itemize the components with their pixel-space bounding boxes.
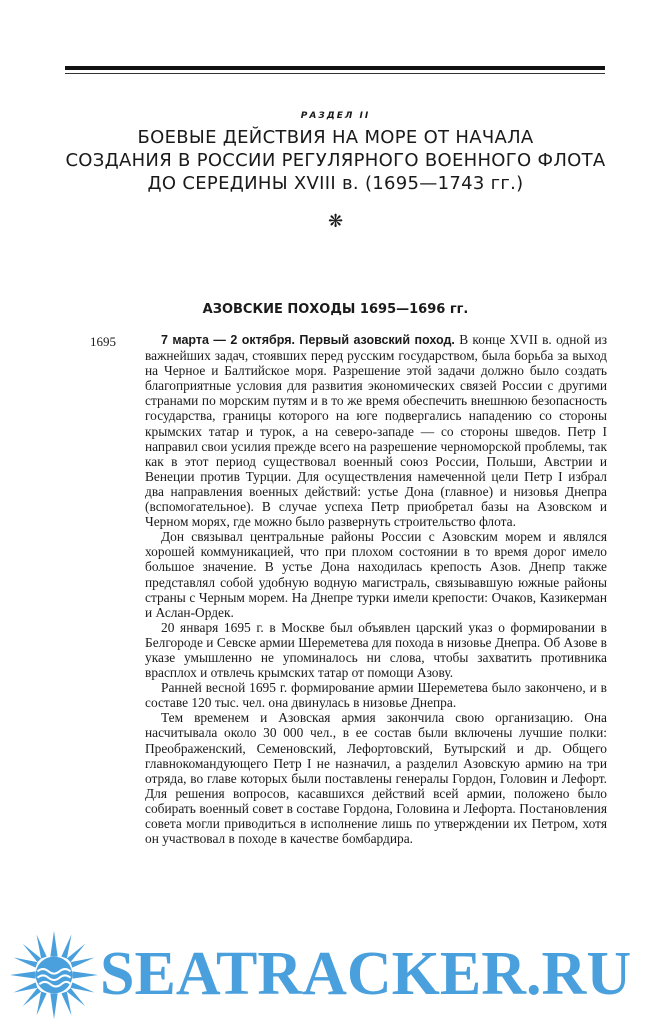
chapter-title: АЗОВСКИЕ ПОХОДЫ 1695—1696 гг. <box>202 302 469 317</box>
section-title <box>40 126 631 195</box>
paragraph: Тем временем и Азовская армия закончила свою организацию. Она насчитывала около 30 000 чел., в ее состав были включены лучшие полки: Преображенский, Семеновский, Лефортовский, Бутырский и др. Общего главнокомандующего Петр I не назначил, а разделил Азовскую армию на три отряда, во главе которых были поставлены генералы Гордон, Головин и Лефорт. Для решения вопросов, касавшихся действий всей армии, положено было собирать военный совет в составе Гордона, Головина и Лефорта. Постановления совета могли приводиться в исполнение лишь по утверждении их Петром, хотя он участвовал в походе в качестве бомбардира. <box>145 710 607 847</box>
paragraph: 20 января 1695 г. в Москве был объявлен царский указ о формировании в Белгороде и Севске армии Шереметева для похода в низовье Днепра. Об Азове в указе умышленно не упоминалось ни слова, чтобы захватить противника врасплох и отвлечь крымских татар от помощи Азову. <box>145 619 607 681</box>
watermark <box>0 925 671 1024</box>
section-title-line: БОЕВЫЕ ДЕЙСТВИЯ НА МОРЕ ОТ НАЧАЛА <box>137 127 534 148</box>
section-title-line: СОЗДАНИЯ В РОССИИ РЕГУЛЯРНОГО ВОЕННОГО ФЛОТА <box>65 150 606 171</box>
paragraph-text: В конце XVII в. одной из важнейших задач, стоявших перед русским государством, была борьба за выход на Черное и Балтийское моря. Разрешение этой задачи должно было создать благоприятные условия для развития экономических связей России с другими странами по морским путям и в то же время обеспечить внешнюю безопасность государства, границы которого на юге подвергались нападению со стороны крымских татар и турок, а на северо-западе — со стороны шведов. Петр I направил свои усилия прежде всего на разрешение черноморской проблемы, так как в этот период существовал военный союз России, Польши, Австрии и Венеции против Турции. Для осуществления намеченной цели Петр I избрал два направления военных действий: устье Дона (главное) и низовья Днепра (вспомогательное). В случае успеха Петр приобретал базы на Азовском и Черном морях, где можно было развернуть строительство флота. <box>145 332 607 530</box>
entry-lead: 7 марта — 2 октября. Первый азовский поход. <box>161 333 455 347</box>
paragraph <box>145 332 607 529</box>
body-text <box>145 332 607 846</box>
section-label: РАЗДЕЛ II <box>300 111 371 121</box>
top-rule <box>65 66 605 70</box>
watermark-text: SEATRACKER.RU <box>100 940 632 1008</box>
sun-logo-icon <box>8 929 100 1021</box>
paragraph: Ранней весной 1695 г. формирование армии Шереметева было закончено, и в составе 120 тыс. чел. она двинулась в низовье Днепра. <box>145 680 607 711</box>
section-title-line: ДО СЕРЕДИНЫ XVIII в. (1695—1743 гг.) <box>147 173 524 194</box>
paragraph: Дон связывал центральные районы России с Азовским морем и являлся хорошей коммуникацией, что при плохом состоянии в то время дорог имело большое значение. В устье Дона находилась крепость Азов. Днепр также представлял собой удобную водную магистраль, связывавшую южные районы страны с Черным морем. На Днепре турки имели крепости: Очаков, Казикерман и Аслан-Ордек. <box>145 529 607 620</box>
top-rule-thin <box>65 73 605 74</box>
ornament-icon: ❋ <box>327 211 344 232</box>
margin-year: 1695 <box>90 334 116 349</box>
